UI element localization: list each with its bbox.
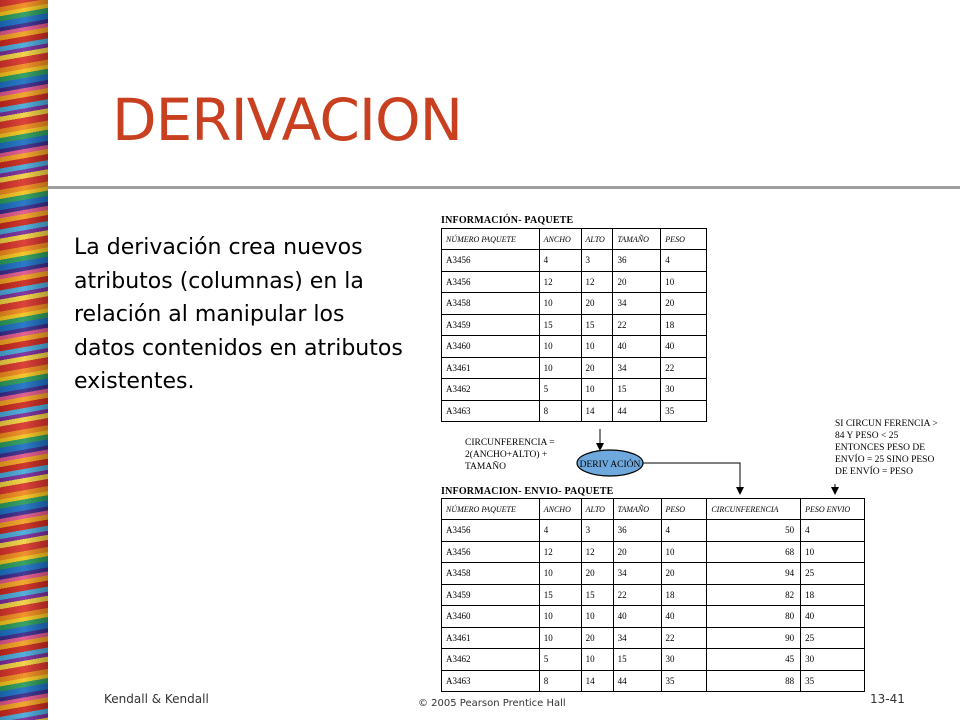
table-cell: A3456 xyxy=(442,250,540,272)
table-cell: 36 xyxy=(613,520,661,542)
table-cell: 50 xyxy=(707,520,801,542)
table-cell: 10 xyxy=(581,379,613,401)
column-header: NÚMERO PAQUETE xyxy=(442,499,540,520)
table-cell: A3463 xyxy=(442,400,540,422)
table-cell: 25 xyxy=(801,563,865,585)
table-row xyxy=(442,584,865,606)
table-cell: A3463 xyxy=(442,670,540,692)
table-cell: 20 xyxy=(613,541,661,563)
table-cell: A3462 xyxy=(442,649,540,671)
table-cell: 22 xyxy=(661,357,707,379)
table-cell: 80 xyxy=(707,606,801,628)
footer-copyright: © 2005 Pearson Prentice Hall xyxy=(418,698,566,709)
table-cell: 12 xyxy=(539,541,581,563)
table-cell: 82 xyxy=(707,584,801,606)
column-header: ALTO xyxy=(581,229,613,250)
table-cell: 5 xyxy=(539,649,581,671)
table-cell: 10 xyxy=(581,606,613,628)
table-cell: 34 xyxy=(613,563,661,585)
table-cell: 12 xyxy=(581,271,613,293)
table-cell: 10 xyxy=(539,627,581,649)
table-row xyxy=(442,541,865,563)
table2-title: INFORMACION- ENVIO- PAQUETE xyxy=(441,486,614,497)
table-cell: 3 xyxy=(581,520,613,542)
column-header: ANCHO xyxy=(539,499,581,520)
circunferencia-formula-note: CIRCUNFERENCIA = 2(ANCHO+ALTO) + TAMAÑO xyxy=(465,438,555,472)
column-header: PESO xyxy=(661,499,707,520)
table-cell: 34 xyxy=(613,293,661,315)
table-cell: 10 xyxy=(539,563,581,585)
shipping-info-table xyxy=(441,498,865,692)
column-header: TAMAÑO xyxy=(613,499,661,520)
table-cell: A3461 xyxy=(442,627,540,649)
table-cell: 10 xyxy=(539,293,581,315)
table-cell: 15 xyxy=(613,379,661,401)
table-row xyxy=(442,563,865,585)
table-row xyxy=(442,649,865,671)
table-cell: 20 xyxy=(581,563,613,585)
table-cell: 15 xyxy=(539,314,581,336)
column-header: NÚMERO PAQUETE xyxy=(442,229,540,250)
table-cell: 68 xyxy=(707,541,801,563)
table-cell: 35 xyxy=(801,670,865,692)
table-cell: 90 xyxy=(707,627,801,649)
table-cell: A3460 xyxy=(442,336,540,358)
table-cell: 3 xyxy=(581,250,613,272)
table-cell: 15 xyxy=(581,314,613,336)
table-cell: 30 xyxy=(801,649,865,671)
table-cell: 12 xyxy=(539,271,581,293)
table-cell: 20 xyxy=(581,627,613,649)
table-cell: 40 xyxy=(801,606,865,628)
table-cell: A3456 xyxy=(442,520,540,542)
table-cell: 14 xyxy=(581,400,613,422)
table-cell: A3461 xyxy=(442,357,540,379)
table-cell: 4 xyxy=(661,520,707,542)
table-cell: 14 xyxy=(581,670,613,692)
table-cell: A3458 xyxy=(442,563,540,585)
table-cell: 25 xyxy=(801,627,865,649)
table-cell: 12 xyxy=(581,541,613,563)
table-cell: A3456 xyxy=(442,541,540,563)
table-cell: 88 xyxy=(707,670,801,692)
table-cell: 4 xyxy=(801,520,865,542)
table-cell: 40 xyxy=(661,606,707,628)
table-cell: 20 xyxy=(613,271,661,293)
table-cell: 10 xyxy=(801,541,865,563)
table-row xyxy=(442,670,865,692)
table-cell: A3459 xyxy=(442,584,540,606)
slide-title: DERIVACION xyxy=(112,86,462,154)
table-cell: A3458 xyxy=(442,293,540,315)
table-cell: 22 xyxy=(661,627,707,649)
table-cell: 35 xyxy=(661,670,707,692)
table-cell: A3460 xyxy=(442,606,540,628)
table-cell: 34 xyxy=(613,627,661,649)
table-cell: 34 xyxy=(613,357,661,379)
table-cell: 22 xyxy=(613,314,661,336)
table-cell: 10 xyxy=(539,606,581,628)
table-cell: 10 xyxy=(539,336,581,358)
table-cell: 20 xyxy=(581,293,613,315)
table-cell: 4 xyxy=(661,250,707,272)
table-row xyxy=(442,627,865,649)
table-cell: 94 xyxy=(707,563,801,585)
table1-title: INFORMACIÓN- PAQUETE xyxy=(441,215,574,226)
table-cell: 5 xyxy=(539,379,581,401)
table-cell: 44 xyxy=(613,670,661,692)
table-cell: 45 xyxy=(707,649,801,671)
table-cell: 20 xyxy=(661,563,707,585)
table-cell: 10 xyxy=(661,271,707,293)
table-row xyxy=(442,606,865,628)
table-header-row xyxy=(442,499,865,520)
table-cell: 18 xyxy=(801,584,865,606)
table-cell: A3459 xyxy=(442,314,540,336)
table-cell: 40 xyxy=(613,606,661,628)
table-cell: 8 xyxy=(539,400,581,422)
footer-page-number: 13-41 xyxy=(870,692,905,706)
table-cell: 36 xyxy=(613,250,661,272)
table-cell: 18 xyxy=(661,584,707,606)
table-cell: A3456 xyxy=(442,271,540,293)
table-cell: A3462 xyxy=(442,379,540,401)
derivation-oval-label: DERIV ACIÓN xyxy=(579,460,641,470)
table-cell: 15 xyxy=(539,584,581,606)
table-cell: 18 xyxy=(661,314,707,336)
column-header: CIRCUNFERENCIA xyxy=(707,499,801,520)
column-header: TAMAÑO xyxy=(613,229,661,250)
table-cell: 10 xyxy=(539,357,581,379)
table-cell: 44 xyxy=(613,400,661,422)
table-cell: 22 xyxy=(613,584,661,606)
table-cell: 10 xyxy=(661,541,707,563)
footer-author: Kendall & Kendall xyxy=(104,692,209,706)
column-header: ALTO xyxy=(581,499,613,520)
table-cell: 4 xyxy=(539,250,581,272)
table-cell: 20 xyxy=(581,357,613,379)
table-cell: 30 xyxy=(661,649,707,671)
table-cell: 35 xyxy=(661,400,707,422)
table-cell: 10 xyxy=(581,336,613,358)
table-cell: 30 xyxy=(661,379,707,401)
table-cell: 40 xyxy=(613,336,661,358)
column-header: PESO ENVIO xyxy=(801,499,865,520)
column-header: ANCHO xyxy=(539,229,581,250)
table-cell: 15 xyxy=(581,584,613,606)
table-cell: 20 xyxy=(661,293,707,315)
column-header: PESO xyxy=(661,229,707,250)
table-cell: 4 xyxy=(539,520,581,542)
table-row xyxy=(442,520,865,542)
peso-envio-rule-note: SI CIRCUN FERENCIA > 84 Y PESO < 25 ENTONCES PESO DE ENVÍO = 25 SINO PESO DE ENVÍO = PESO xyxy=(835,419,938,477)
arrow-derivation-to-circunferencia xyxy=(643,463,740,491)
table-cell: 8 xyxy=(539,670,581,692)
slide-body-text: La derivación crea nuevos atributos (columnas) en la relación al manipular los datos contenidos en atributos existentes. xyxy=(74,235,403,394)
table-cell: 15 xyxy=(613,649,661,671)
table-cell: 10 xyxy=(581,649,613,671)
table-cell: 40 xyxy=(661,336,707,358)
